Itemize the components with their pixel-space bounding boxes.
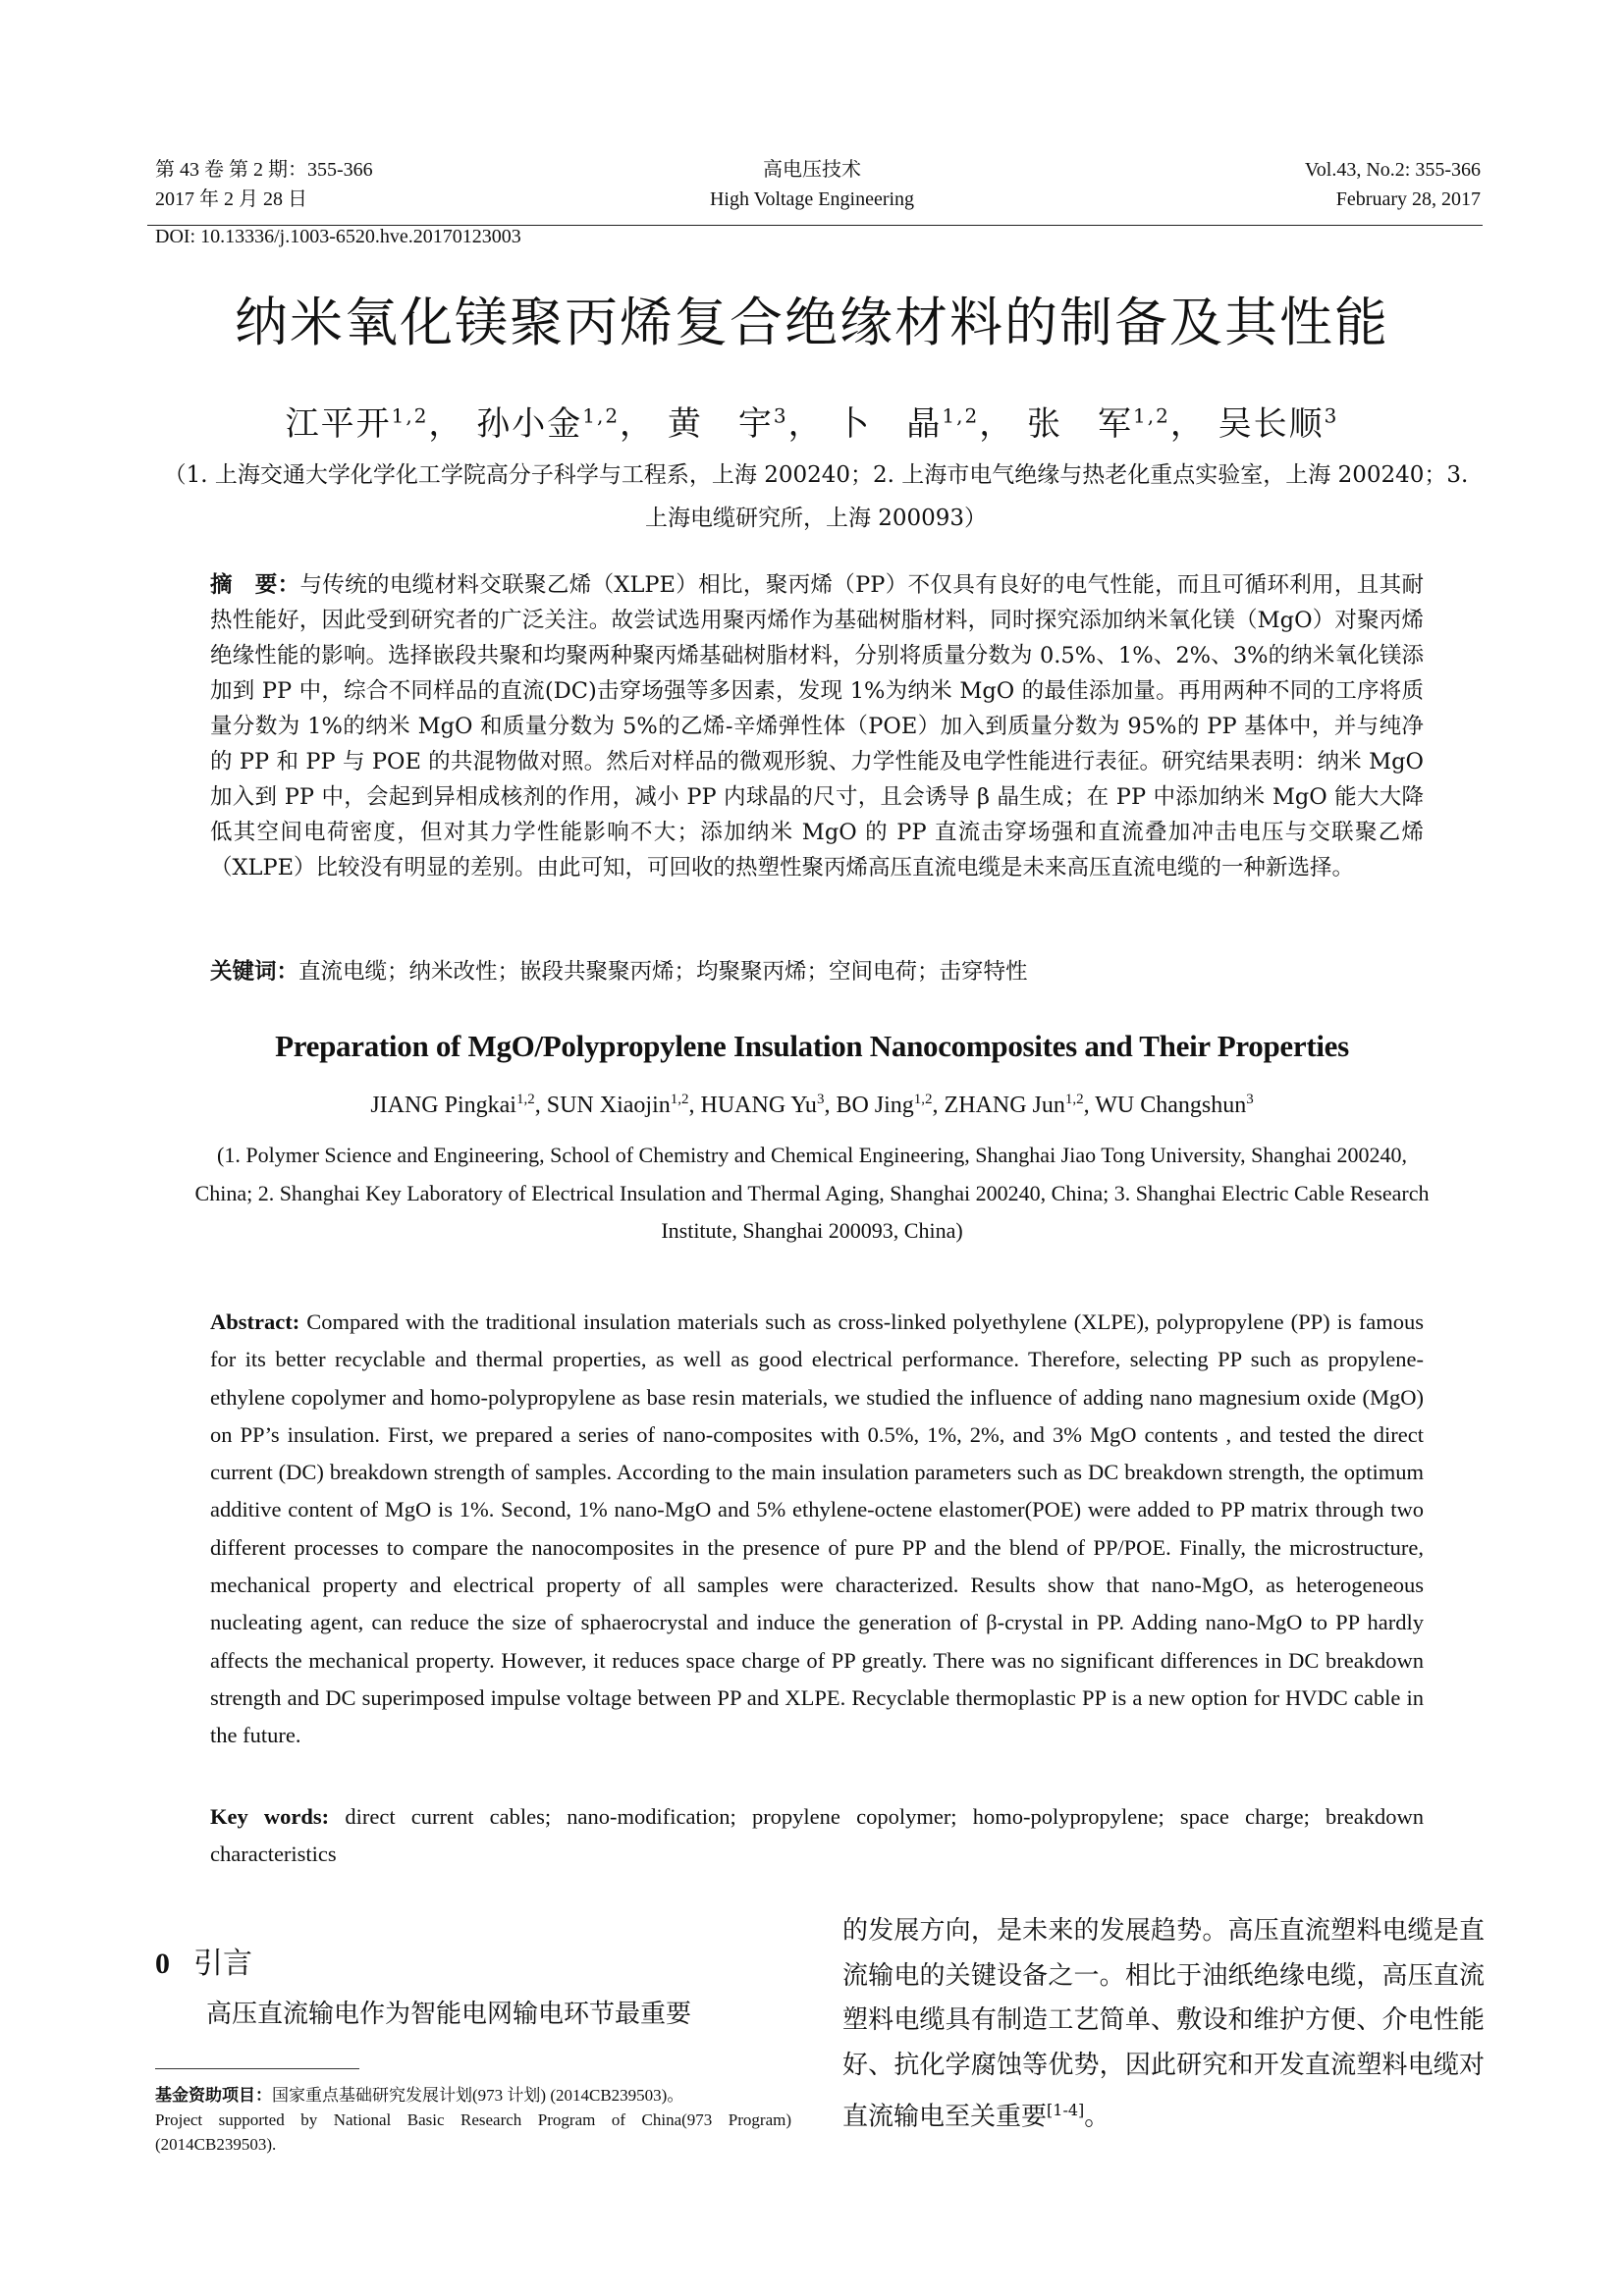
author-name: JIANG Pingkai xyxy=(370,1093,516,1118)
author-name: ZHANG Jun xyxy=(944,1093,1065,1118)
affiliation-cn: （1. 上海交通大学化学化工学院高分子科学与工程系，上海 200240；2. 上海市电气绝缘与热老化重点实验室，上海 200240；3. 上海电缆研究所，上海 200093） xyxy=(163,462,1469,531)
author-name: 吴长顺 xyxy=(1218,404,1325,444)
running-header-right xyxy=(1305,155,1481,214)
author-affiliation-mark: 3 xyxy=(1324,403,1339,428)
author-name: 孙小金 xyxy=(476,404,583,444)
body-paragraph-right xyxy=(842,1909,1485,2140)
keywords-label-cn: 关键词： xyxy=(210,959,299,985)
author-affiliation-mark: 1,2 xyxy=(942,403,980,428)
abstract-text-en: Compared with the traditional insulation materials such as cross-linked polyethylene (XLPE), polypropylene (PP) is famous for its better recyclable and thermal properties, as well as good electrical performance. Therefore, selecting PP such as propylene-ethylene copolymer and homo-polypropylene as base resin materials, we studied the influence of adding nano magnesium oxide (MgO) on PP’s insulation. First, we prepared a series of nano-composites with 0.5%, 1%, 2%, and 3% MgO contents , and tested the direct current (DC) breakdown strength of samples. According to the main insulation parameters such as DC breakdown strength, the optimum additive content of MgO is 1%. Second, 1% nano-MgO and 5% ethylene-octene elastomer(POE) were added to PP matrix through two different processes to compare the nanocomposites in the presence of pure PP and the blend of PP/POE. Finally, the microstructure, mechanical property and electrical property of all samples were characterized. Results show that nano-MgO, as heterogeneous nucleating agent, can reduce the size of sphaerocrystal and induce the generation of β-crystal in PP. Adding nano-MgO to PP hardly affects the mechanical property. However, it reduces space charge of PP greatly. There was no significant differences in DC breakdown strength and DC superimposed impulse voltage between PP and XLPE. Recyclable thermoplastic PP is a new option for HVDC cable in the future. xyxy=(210,1309,1425,1748)
funding-label: 基金资助项目： xyxy=(155,2086,272,2105)
keywords-cn xyxy=(210,954,1424,986)
author-name: WU Changshun xyxy=(1095,1093,1247,1118)
author-affiliation-mark: 1,2 xyxy=(391,403,429,428)
author-name: 黄 宇 xyxy=(667,404,774,444)
journal-name-cn: 高电压技术 xyxy=(763,159,861,181)
citation-marker: [1-4] xyxy=(1047,2101,1085,2119)
abstract-cn xyxy=(210,567,1424,885)
author-name: HUANG Yu xyxy=(700,1093,817,1118)
author-affiliation-mark: 1,2 xyxy=(1133,403,1170,428)
journal-name-en: High Voltage Engineering xyxy=(709,188,915,210)
journal-volume-issue: 第 43 卷 第 2 期：355-366 xyxy=(155,159,373,181)
journal-volume-en: Vol.43, No.2: 355-366 xyxy=(1304,159,1481,181)
abstract-label-en: Abstract: xyxy=(210,1309,300,1334)
footnote-divider xyxy=(155,2068,359,2069)
section-number: 0 xyxy=(155,1948,170,1980)
author-affiliation-mark: 1,2 xyxy=(515,1092,535,1107)
body-text-right: 的发展方向，是未来的发展趋势。高压直流塑料电缆是直流输电的关键设备之一。相比于油纸绝缘电缆，高压直流塑料电缆具有制造工艺简单、敷设和维护方便、介电性能好、抗化学腐蚀等优势，因此研究和开发直流塑料电缆对直流输电至关重要 xyxy=(842,1916,1485,2132)
author-affiliation-mark: 1,2 xyxy=(913,1092,933,1107)
keywords-label-en: Key words: xyxy=(210,1804,330,1829)
author-name: SUN Xiaojin xyxy=(546,1093,671,1118)
author-affiliation-mark: 3 xyxy=(1246,1092,1254,1107)
abstract-text-cn: 与传统的电缆材料交联聚乙烯（XLPE）相比，聚丙烯（PP）不仅具有良好的电气性能，而且可循环利用，且其耐热性能好，因此受到研究者的广泛关注。故尝试选用聚丙烯作为基础树脂材料，同时探究添加纳米氧化镁（MgO）对聚丙烯绝缘性能的影响。选择嵌段共聚和均聚两种聚丙烯基础树脂材料，分别将质量分数为 0.5%、1%、2%、3%的纳米氧化镁添加到 PP 中，综合不同样品的直流(DC)击穿场强等多因素，发现 1%为纳米 MgO 的最佳添加量。再用两种不同的工序将质量分数为 1%的纳米 MgO 和质量分数为 5%的乙烯-辛烯弹性体（POE）加入到质量分数为 95%的 PP 基体中，并与纯净的 PP 和 PP 与 POE 的共混物做对照。然后对样品的微观形貌、力学性能及电学性能进行表征。研究结果表明：纳米 MgO 加入到 PP 中，会起到异相成核剂的作用，减小 PP 内球晶的尺寸，且会诱导 β 晶生成；在 PP 中添加纳米 MgO 能大大降低其空间电荷密度，但对其力学性能影响不大；添加纳米 MgO 的 PP 直流击穿场强和直流叠加冲击电压与交联聚乙烯（XLPE）比较没有明显的差别。由此可知，可回收的热塑性聚丙烯高压直流电缆是未来高压直流电缆的一种新选择。 xyxy=(210,572,1424,881)
author-affiliation-mark: 1,2 xyxy=(670,1092,689,1107)
author-name: 江平开 xyxy=(285,404,392,444)
author-affiliation-mark: 3 xyxy=(773,403,788,428)
body-paragraph-left: 高压直流输电作为智能电网输电环节最重要 xyxy=(206,2000,692,2029)
author-affiliation-mark: 1,2 xyxy=(582,403,621,428)
affiliation-en: (1. Polymer Science and Engineering, School of Chemistry and Chemical Engineering, Shanghai Jiao Tong University, Shanghai 200240, China; 2. Shanghai Key Laboratory of Electrical Insulation and Thermal Aging, Shanghai 200240, China; 3. Shanghai Electric Cable Research Institute, Shanghai 200093, China) xyxy=(194,1143,1430,1243)
funding-text-cn: 国家重点基础研究发展计划(973 计划) (2014CB239503)。 xyxy=(272,2086,684,2105)
funding-text-en: Project supported by National Basic Research Program of China(973 Program) (2014CB239503). xyxy=(155,2110,791,2154)
author-affiliation-mark: 1,2 xyxy=(1064,1092,1084,1107)
funding-footnote xyxy=(155,2083,791,2157)
author-list-cn: 江平开$^{1,2}$， 孙小金$^{1,2}$， 黄 宇$^3$， 卜 晶$^{1,2}$， 张 军$^{1,2}$， 吴长顺$^3$ xyxy=(285,403,1339,444)
author-name: 卜 晶 xyxy=(836,404,943,444)
journal-date-en: February 28, 2017 xyxy=(1335,188,1481,210)
author-list-en: JIANG Pingkai$^{1,2}$, SUN Xiaojin$^{1,2}$, HUANG Yu$^3$, BO Jing$^{1,2}$, ZHANG Jun$^{1,2}$, WU Changshun$^3$ xyxy=(370,1092,1254,1118)
author-name: BO Jing xyxy=(836,1093,914,1118)
author-affiliation-mark: 3 xyxy=(816,1092,825,1107)
journal-date-cn: 2017 年 2 月 28 日 xyxy=(155,188,307,210)
keywords-text-en: direct current cables; nano-modification; propylene copolymer; homo-polypropylene; space charge; breakdown characteristics xyxy=(210,1804,1424,1867)
body-text-right-end: 。 xyxy=(1084,2102,1110,2132)
section-heading-introduction xyxy=(155,1939,252,1982)
doi: DOI: 10.13336/j.1003-6520.hve.20170123003 xyxy=(155,226,521,247)
abstract-en xyxy=(210,1304,1424,1755)
abstract-label-cn: 摘 要： xyxy=(210,572,300,598)
keywords-en xyxy=(210,1798,1424,1874)
funding-footnote-cn xyxy=(155,2083,791,2108)
paper-title-cn: 纳米氧化镁聚丙烯复合绝缘材料的制备及其性能 xyxy=(235,292,1389,353)
author-name: 张 军 xyxy=(1027,404,1134,444)
keywords-text-cn: 直流电缆；纳米改性；嵌段共聚聚丙烯；均聚聚丙烯；空间电荷；击穿特性 xyxy=(298,959,1028,985)
section-title: 引言 xyxy=(193,1947,252,1981)
paper-title-en: Preparation of MgO/Polypropylene Insulation Nanocomposites and Their Properties xyxy=(275,1029,1349,1063)
